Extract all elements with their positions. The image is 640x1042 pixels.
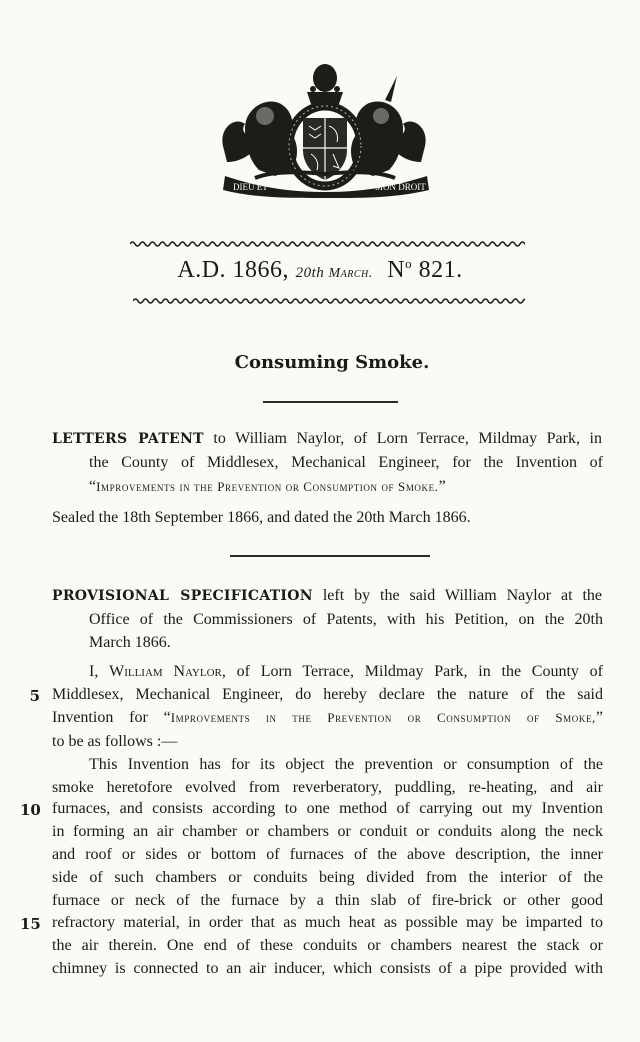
- letters-patent-line-3: “Improvements in the Prevention or Consumption of Smoke.”: [89, 478, 446, 495]
- declaration-line-2: Middlesex, Mechanical Engineer, do hereby declare the nature of the said: [52, 686, 603, 703]
- body-line: smoke heretofore evolved from reverberatory, puddling, re-heating, and air: [52, 779, 603, 796]
- letters-patent-line-1: LETTERS PATENT to William Naylor, of Lorn Terrace, Mildmay Park, in: [52, 430, 602, 447]
- provisional-line-1: PROVISIONAL SPECIFICATION left by the said William Naylor at the: [52, 587, 602, 604]
- svg-text:DIEU ET: DIEU ET: [233, 182, 268, 192]
- body-line: furnaces, and consists according to one method of carrying out my Invention: [52, 800, 603, 817]
- document-title: Consuming Smoke.: [234, 352, 430, 373]
- wavy-rule-bottom: [133, 297, 525, 305]
- body-line: refractory material, in order that as much heat as possible may be imparted to: [52, 914, 603, 931]
- sealed-line: Sealed the 18th September 1866, and dated the 20th March 1866.: [52, 509, 471, 526]
- body-line: the air therein. One end of these conduits or chambers nearest the stack or: [52, 937, 603, 954]
- declaration-line-1: I, William Naylor, of Lorn Terrace, Mildmay Park, in the County of: [89, 663, 604, 680]
- ad-year: A.D. 1866,: [177, 257, 290, 283]
- wavy-rule-top: [130, 240, 525, 248]
- body-line: furnace or neck of the furnace by a thin slab of fire-brick or other good: [52, 892, 603, 909]
- svg-text:MON DROIT: MON DROIT: [375, 182, 426, 192]
- body-line: side of such chambers or conduits being divided from the interior of the: [52, 869, 603, 886]
- royal-coat-of-arms-icon: [215, 58, 433, 198]
- letters-patent-line-2: the County of Middlesex, Mechanical Engineer, for the Invention of: [89, 454, 603, 471]
- declaration-line-3: Invention for “Improvements in the Prevention or Consumption of Smoke,”: [52, 709, 604, 726]
- body-line: in forming an air chamber or chambers or conduit or conduits along the neck: [52, 823, 603, 840]
- patent-date: 20th March.: [295, 265, 373, 281]
- margin-line-number: 15: [20, 915, 41, 933]
- margin-line-number: 10: [20, 801, 41, 819]
- provisional-line-2: Office of the Commissioners of Patents, with his Petition, on the 20th: [89, 611, 603, 628]
- margin-line-number: 5: [29, 687, 40, 705]
- title-rule: [263, 401, 398, 403]
- provisional-line-3: March 1866.: [89, 634, 171, 651]
- body-line: and roof or sides or bottom of furnaces of the above description, the inner: [52, 846, 603, 863]
- patent-number: $N^o$ 821.: [387, 256, 463, 283]
- declaration-line-4: to be as follows :—: [52, 733, 178, 750]
- body-line: This Invention has for its object the prevention or consumption of the: [89, 756, 603, 773]
- section-rule: [230, 555, 430, 557]
- body-line: chimney is connected to an air inducer, which consists of a pipe provided with: [52, 960, 603, 977]
- patent-number-line: [0, 256, 640, 284]
